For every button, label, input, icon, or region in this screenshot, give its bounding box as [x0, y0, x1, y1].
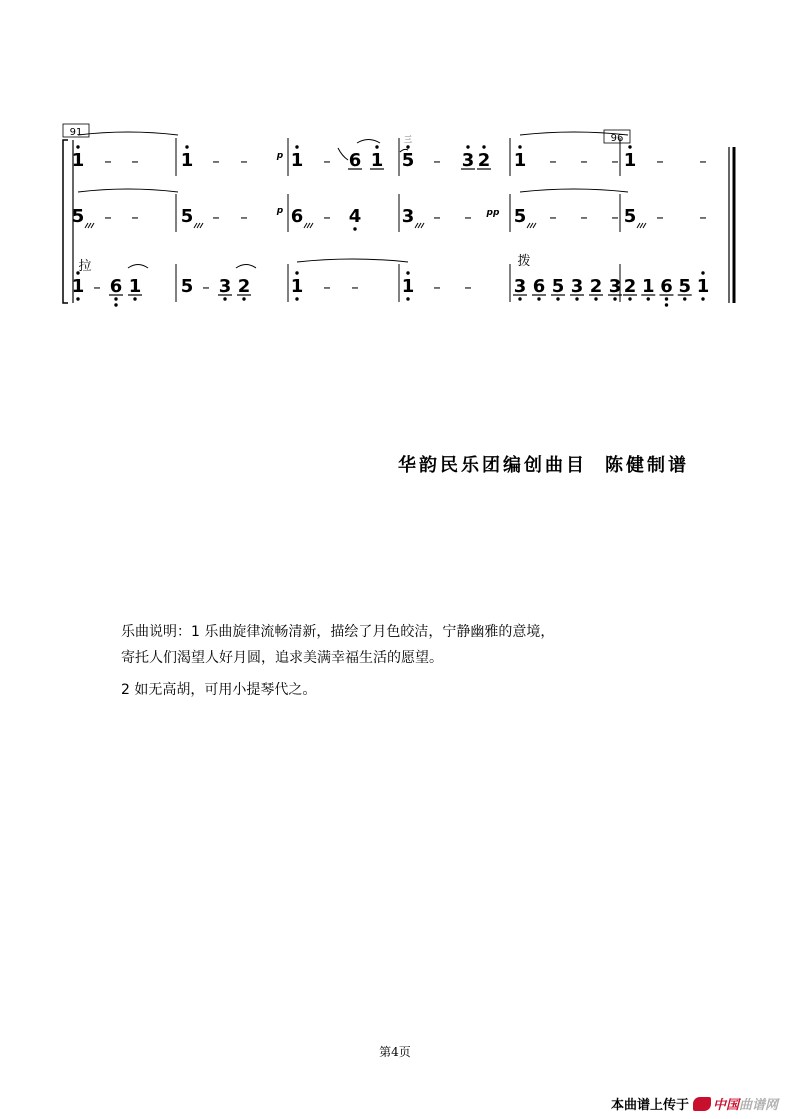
note: 1: [290, 276, 304, 297]
note: 5: [513, 206, 527, 227]
slur: [297, 259, 408, 262]
tremolo-mark: [418, 223, 421, 228]
dash: –: [323, 278, 331, 296]
tremolo-mark: [310, 223, 313, 228]
score-notation: [0, 0, 790, 320]
dash: –: [212, 208, 220, 226]
octave-dot: [518, 297, 521, 300]
octave-dot: [406, 297, 409, 300]
slur: [78, 189, 178, 192]
tremolo-mark: [527, 223, 530, 228]
octave-dot: [295, 297, 298, 300]
dash: –: [433, 208, 441, 226]
upload-text: 本曲谱上传于: [610, 1098, 689, 1113]
note: 1: [401, 276, 415, 297]
page-number: 第4页: [379, 1045, 411, 1059]
ensemble-credit: 华韵民乐团编创曲目: [398, 455, 587, 476]
note: 3: [218, 276, 232, 297]
notes-line-1: 乐曲说明：1 乐曲旋律流畅清新，描绘了月色皎洁，宁静幽雅的意境，: [121, 624, 555, 640]
octave-dot: [628, 297, 631, 300]
dash: –: [611, 208, 619, 226]
dash: –: [104, 152, 112, 170]
dash: –: [240, 208, 248, 226]
octave-dot: [466, 145, 469, 148]
note: 5: [551, 276, 565, 297]
dash: –: [131, 152, 139, 170]
note: 5: [71, 206, 85, 227]
piece-notes: [121, 619, 721, 703]
site-logo[interactable]: [693, 1094, 778, 1113]
note: 2: [237, 276, 251, 297]
logo-mark-icon: [693, 1097, 711, 1111]
note: 1: [513, 150, 527, 171]
dash: –: [104, 208, 112, 226]
tremolo-mark: [421, 223, 424, 228]
tremolo-mark: [533, 223, 536, 228]
octave-dot: [242, 297, 245, 300]
octave-dot: [482, 145, 485, 148]
tremolo-mark: [643, 223, 646, 228]
dash: –: [464, 278, 472, 296]
octave-dot: [353, 227, 356, 230]
ornament-mark: 三: [404, 135, 412, 144]
dash: –: [202, 278, 210, 296]
notes-line-2: 寄托人们渴望人好月圆，追求美满幸福生活的愿望。: [121, 650, 443, 666]
note: 2: [589, 276, 603, 297]
measure-number: 91: [69, 127, 83, 138]
note: 6: [532, 276, 546, 297]
dash: –: [549, 208, 557, 226]
octave-dot: [647, 297, 650, 300]
slur: [78, 132, 178, 135]
note: 1: [180, 150, 194, 171]
dash: –: [131, 208, 139, 226]
dynamic-mark: pp: [486, 208, 500, 218]
credits: [398, 451, 707, 477]
note: 1: [641, 276, 655, 297]
measure-number: 96: [610, 133, 624, 144]
note: 1: [370, 150, 384, 171]
dash: –: [323, 208, 331, 226]
tremolo-mark: [91, 223, 94, 228]
dash: –: [212, 152, 220, 170]
note: 4: [348, 206, 362, 227]
octave-dot: [76, 145, 79, 148]
dynamic-mark: p: [276, 206, 284, 216]
logo-main-text: 中国: [712, 1098, 739, 1113]
dash: –: [464, 208, 472, 226]
dash: –: [580, 208, 588, 226]
note: 5: [180, 206, 194, 227]
tremolo-mark: [88, 223, 91, 228]
octave-dot: [537, 297, 540, 300]
glide-arrow: [338, 148, 348, 160]
octave-dot: [375, 145, 378, 148]
octave-dot: [628, 145, 631, 148]
dynamic-mark: p: [276, 151, 284, 161]
octave-dot: [114, 303, 117, 306]
note: 3: [513, 276, 527, 297]
tremolo-mark: [85, 223, 88, 228]
note: 3: [570, 276, 584, 297]
octave-dot: [575, 297, 578, 300]
note: 1: [128, 276, 142, 297]
note: 1: [71, 150, 85, 171]
octave-dot: [295, 271, 298, 274]
tremolo-mark: [194, 223, 197, 228]
dash: –: [656, 208, 664, 226]
octave-dot: [223, 297, 226, 300]
note: 5: [401, 150, 415, 171]
slur: [520, 189, 628, 192]
note: 2: [477, 150, 491, 171]
tremolo-mark: [197, 223, 200, 228]
dash: –: [580, 152, 588, 170]
dash: –: [433, 152, 441, 170]
tremolo-mark: [637, 223, 640, 228]
logo-sub-text: 曲谱网: [738, 1098, 778, 1113]
tremolo-mark: [304, 223, 307, 228]
dash: –: [656, 152, 664, 170]
slur: [236, 265, 256, 269]
octave-dot: [518, 145, 521, 148]
note: 6: [348, 150, 362, 171]
octave-dot: [133, 297, 136, 300]
note: 1: [696, 276, 710, 297]
octave-dot: [701, 271, 704, 274]
tremolo-mark: [640, 223, 643, 228]
note: 6: [660, 276, 673, 297]
upload-footer: [611, 1094, 778, 1113]
octave-dot: [594, 297, 597, 300]
octave-dot: [701, 297, 704, 300]
octave-dot: [665, 297, 668, 300]
dash: –: [93, 278, 101, 296]
slur: [128, 265, 148, 269]
dash: –: [611, 152, 619, 170]
note: 1: [290, 150, 304, 171]
note: 6: [290, 206, 304, 227]
octave-dot: [185, 145, 188, 148]
notation-credit: 陈健制谱: [605, 455, 689, 476]
note: 6: [109, 276, 123, 297]
octave-dot: [76, 297, 79, 300]
note: 5: [678, 276, 692, 297]
octave-dot: [613, 297, 616, 300]
octave-dot: [295, 145, 298, 148]
note: 5: [180, 276, 194, 297]
octave-dot: [665, 303, 668, 306]
note: 5: [623, 206, 637, 227]
notes-line-3: 2 如无高胡，可用小提琴代之。: [121, 682, 317, 698]
dash: –: [351, 278, 359, 296]
note: 3: [401, 206, 415, 227]
slur: [357, 140, 380, 144]
note: 3: [461, 150, 475, 171]
note: 3: [608, 276, 622, 297]
note: 1: [71, 276, 85, 297]
note: 2: [623, 276, 637, 297]
dash: –: [699, 208, 707, 226]
dash: –: [433, 278, 441, 296]
octave-dot: [406, 271, 409, 274]
dash: –: [549, 152, 557, 170]
octave-dot: [114, 297, 117, 300]
system-bracket: [63, 140, 68, 303]
octave-dot: [683, 297, 686, 300]
dash: –: [323, 152, 331, 170]
tremolo-mark: [200, 223, 203, 228]
octave-dot: [406, 145, 409, 148]
tremolo-mark: [530, 223, 533, 228]
technique-mark: 拨: [517, 254, 531, 269]
octave-dot: [556, 297, 559, 300]
tremolo-mark: [415, 223, 418, 228]
tremolo-mark: [307, 223, 310, 228]
dash: –: [699, 152, 707, 170]
technique-mark: 拉: [78, 259, 92, 274]
note: 1: [623, 150, 637, 171]
dash: –: [240, 152, 248, 170]
